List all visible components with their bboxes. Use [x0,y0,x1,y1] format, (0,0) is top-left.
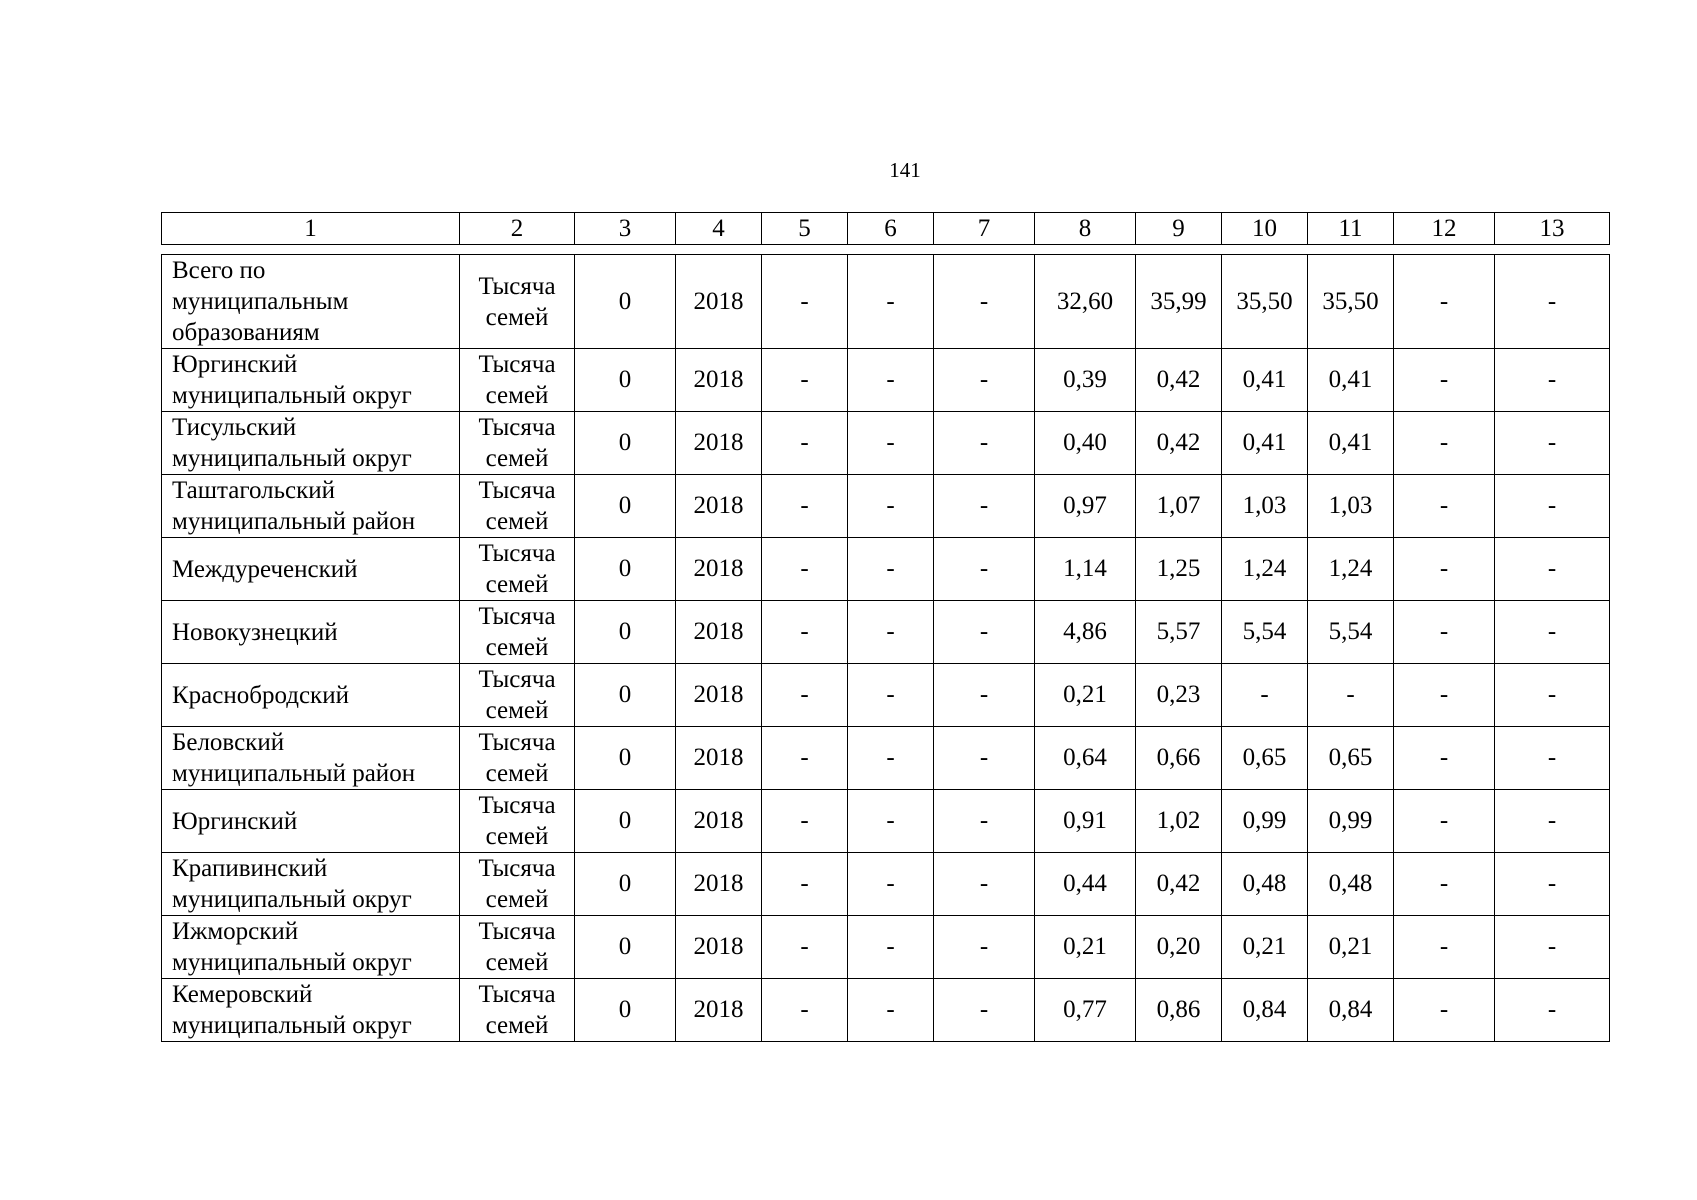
value-cell-col5: - [762,790,848,853]
value-cell-col6: - [848,349,934,412]
value-cell-col3: 0 [575,853,676,916]
municipality-name [162,601,460,664]
value-cell-col10: 0,65 [1222,727,1308,790]
value-cell-col5: - [762,727,848,790]
value-cell-col4: 2018 [676,412,762,475]
value-cell-col5: - [762,601,848,664]
unit-line: семей [485,445,549,472]
value-cell-col4: 2018 [676,601,762,664]
municipality-name-line: Всего по [172,257,266,284]
value-cell-col9: 35,99 [1136,255,1222,349]
column-number-6: 6 [848,213,934,245]
unit-cell [460,979,575,1042]
value-cell-col8: 4,86 [1035,601,1136,664]
value-cell-col7: - [934,727,1035,790]
municipality-name-line: Междуреченский [172,555,358,583]
value-cell-col10: 0,84 [1222,979,1308,1042]
value-cell-col8: 0,39 [1035,349,1136,412]
value-cell-col6: - [848,538,934,601]
value-cell-col12: - [1394,349,1495,412]
value-cell-col9: 0,42 [1136,349,1222,412]
value-cell-col6: - [848,412,934,475]
municipality-name-line: Новокузнецкий [172,618,338,646]
column-number-4: 4 [676,213,762,245]
value-cell-col7: - [934,790,1035,853]
municipality-name-line: муниципальным [172,288,349,315]
table-row [162,538,1610,601]
value-cell-col8: 0,44 [1035,853,1136,916]
value-cell-col11: 0,21 [1308,916,1394,979]
unit-line: Тысяча [478,918,556,945]
table-row [162,979,1610,1042]
value-cell-col7: - [934,979,1035,1042]
value-cell-col10: 0,41 [1222,412,1308,475]
value-cell-col5: - [762,412,848,475]
unit-cell [460,601,575,664]
table-row [162,853,1610,916]
column-number-1: 1 [162,213,460,245]
value-cell-col13: - [1495,664,1610,727]
municipality-name-line: Юргинский [172,807,298,835]
value-cell-col12: - [1394,538,1495,601]
value-cell-col12: - [1394,664,1495,727]
municipality-name-line: муниципальный район [172,508,416,535]
value-cell-col3: 0 [575,664,676,727]
unit-line: семей [485,508,549,535]
value-cell-col9: 0,66 [1136,727,1222,790]
value-cell-col4: 2018 [676,790,762,853]
value-cell-col3: 0 [575,979,676,1042]
value-cell-col3: 0 [575,412,676,475]
value-cell-col7: - [934,916,1035,979]
value-cell-col12: - [1394,475,1495,538]
unit-line: семей [485,697,549,724]
value-cell-col4: 2018 [676,979,762,1042]
value-cell-col9: 1,25 [1136,538,1222,601]
value-cell-col13: - [1495,475,1610,538]
value-cell-col12: - [1394,916,1495,979]
unit-line: семей [485,571,549,598]
municipality-name-line: муниципальный округ [172,1012,412,1039]
value-cell-col10: 0,48 [1222,853,1308,916]
value-cell-col8: 1,14 [1035,538,1136,601]
value-cell-col7: - [934,349,1035,412]
value-cell-col4: 2018 [676,727,762,790]
municipality-name [162,412,460,475]
value-cell-col9: 0,42 [1136,412,1222,475]
unit-cell [460,727,575,790]
unit-line: Тысяча [478,272,556,300]
unit-line: Тысяча [478,414,556,441]
unit-line: семей [485,303,549,331]
table-row [162,664,1610,727]
value-cell-col5: - [762,916,848,979]
municipality-name-line: Таштагольский [172,477,336,504]
value-cell-col13: - [1495,853,1610,916]
value-cell-col13: - [1495,538,1610,601]
value-cell-col10: 1,03 [1222,475,1308,538]
value-cell-col11: 0,48 [1308,853,1394,916]
value-cell-col5: - [762,475,848,538]
value-cell-col3: 0 [575,349,676,412]
unit-cell [460,664,575,727]
column-number-9: 9 [1136,213,1222,245]
value-cell-col10: 5,54 [1222,601,1308,664]
unit-line: Тысяча [478,540,556,567]
municipality-name-line: муниципальный округ [172,382,412,409]
value-cell-col12: - [1394,601,1495,664]
unit-cell [460,916,575,979]
municipality-name-line: муниципальный район [172,760,416,787]
value-cell-col12: - [1394,412,1495,475]
value-cell-col5: - [762,853,848,916]
unit-line: Тысяча [478,792,556,819]
value-cell-col8: 0,21 [1035,664,1136,727]
value-cell-col11: 0,65 [1308,727,1394,790]
municipality-name [162,475,460,538]
municipality-name [162,664,460,727]
table-row [162,349,1610,412]
unit-line: Тысяча [478,855,556,882]
municipality-name [162,727,460,790]
municipality-name-line: муниципальный округ [172,949,412,976]
unit-line: семей [485,949,549,976]
value-cell-col7: - [934,412,1035,475]
value-cell-col11: 35,50 [1308,255,1394,349]
value-cell-col5: - [762,349,848,412]
value-cell-col10: 0,99 [1222,790,1308,853]
value-cell-col9: 1,07 [1136,475,1222,538]
value-cell-col3: 0 [575,790,676,853]
value-cell-col4: 2018 [676,349,762,412]
value-cell-col4: 2018 [676,916,762,979]
municipality-name-line: муниципальный округ [172,445,412,472]
value-cell-col7: - [934,601,1035,664]
column-number-10: 10 [1222,213,1308,245]
value-cell-col12: - [1394,853,1495,916]
value-cell-col3: 0 [575,475,676,538]
value-cell-col11: 0,41 [1308,412,1394,475]
value-cell-col5: - [762,664,848,727]
value-cell-col13: - [1495,349,1610,412]
value-cell-col12: - [1394,727,1495,790]
unit-line: семей [485,823,549,850]
value-cell-col12: - [1394,790,1495,853]
value-cell-col13: - [1495,601,1610,664]
value-cell-col9: 0,23 [1136,664,1222,727]
table-row [162,475,1610,538]
value-cell-col9: 1,02 [1136,790,1222,853]
value-cell-col10: 0,41 [1222,349,1308,412]
column-number-11: 11 [1308,213,1394,245]
value-cell-col4: 2018 [676,853,762,916]
municipality-name [162,349,460,412]
value-cell-col6: - [848,601,934,664]
value-cell-col10: 1,24 [1222,538,1308,601]
unit-cell [460,349,575,412]
unit-cell [460,853,575,916]
unit-line: Тысяча [478,729,556,756]
value-cell-col6: - [848,979,934,1042]
value-cell-col4: 2018 [676,538,762,601]
municipality-name-line: образованиям [172,319,320,346]
value-cell-col13: - [1495,790,1610,853]
unit-line: Тысяча [478,666,556,693]
value-cell-col9: 5,57 [1136,601,1222,664]
unit-cell [460,538,575,601]
value-cell-col13: - [1495,412,1610,475]
unit-line: семей [485,382,549,409]
unit-line: Тысяча [478,477,556,504]
column-number-12: 12 [1394,213,1495,245]
value-cell-col3: 0 [575,601,676,664]
value-cell-col5: - [762,538,848,601]
data-table [161,254,1610,1042]
value-cell-col5: - [762,979,848,1042]
municipality-name-line: Ижморский [172,918,299,945]
value-cell-col12: - [1394,255,1495,349]
value-cell-col11: - [1308,664,1394,727]
value-cell-col6: - [848,853,934,916]
column-number-7: 7 [934,213,1035,245]
value-cell-col8: 32,60 [1035,255,1136,349]
unit-line: семей [485,760,549,787]
unit-line: семей [485,1012,549,1039]
municipality-name [162,979,460,1042]
value-cell-col11: 0,84 [1308,979,1394,1042]
value-cell-col4: 2018 [676,255,762,349]
value-cell-col8: 0,91 [1035,790,1136,853]
municipality-name [162,255,460,349]
value-cell-col8: 0,40 [1035,412,1136,475]
value-cell-col13: - [1495,916,1610,979]
value-cell-col11: 5,54 [1308,601,1394,664]
column-number-8: 8 [1035,213,1136,245]
value-cell-col4: 2018 [676,475,762,538]
value-cell-col10: - [1222,664,1308,727]
value-cell-col4: 2018 [676,664,762,727]
value-cell-col8: 0,97 [1035,475,1136,538]
municipality-name [162,790,460,853]
municipality-name [162,916,460,979]
value-cell-col9: 0,42 [1136,853,1222,916]
municipality-name-line: Тисульский [172,414,297,441]
value-cell-col13: - [1495,727,1610,790]
value-cell-col6: - [848,916,934,979]
municipality-name [162,853,460,916]
value-cell-col10: 0,21 [1222,916,1308,979]
unit-line: Тысяча [478,603,556,630]
value-cell-col13: - [1495,255,1610,349]
value-cell-col6: - [848,475,934,538]
value-cell-col9: 0,20 [1136,916,1222,979]
unit-line: Тысяча [478,981,556,1008]
unit-line: семей [485,886,549,913]
value-cell-col3: 0 [575,538,676,601]
value-cell-col6: - [848,727,934,790]
unit-line: Тысяча [478,351,556,378]
column-number-13: 13 [1495,213,1610,245]
unit-cell [460,790,575,853]
column-number-5: 5 [762,213,848,245]
value-cell-col11: 1,24 [1308,538,1394,601]
column-number-header [161,212,1610,245]
value-cell-col12: - [1394,979,1495,1042]
table-row [162,790,1610,853]
table-row [162,727,1610,790]
value-cell-col3: 0 [575,727,676,790]
value-cell-col6: - [848,790,934,853]
value-cell-col11: 0,99 [1308,790,1394,853]
value-cell-col7: - [934,475,1035,538]
value-cell-col7: - [934,538,1035,601]
value-cell-col6: - [848,664,934,727]
table-row [162,255,1610,349]
column-number-2: 2 [460,213,575,245]
municipality-name-line: муниципальный округ [172,886,412,913]
municipality-name-line: Юргинский [172,351,298,378]
value-cell-col7: - [934,255,1035,349]
column-number-3: 3 [575,213,676,245]
unit-cell [460,412,575,475]
page-number: 141 [889,158,921,182]
municipality-name-line: Кемеровский [172,981,313,1008]
value-cell-col7: - [934,664,1035,727]
value-cell-col11: 0,41 [1308,349,1394,412]
value-cell-col13: - [1495,979,1610,1042]
value-cell-col9: 0,86 [1136,979,1222,1042]
value-cell-col5: - [762,255,848,349]
value-cell-col10: 35,50 [1222,255,1308,349]
table-row [162,916,1610,979]
municipality-name-line: Беловский [172,729,285,756]
value-cell-col8: 0,64 [1035,727,1136,790]
value-cell-col3: 0 [575,916,676,979]
unit-cell [460,255,575,349]
table-row [162,412,1610,475]
table-row [162,601,1610,664]
value-cell-col11: 1,03 [1308,475,1394,538]
municipality-name-line: Крапивинский [172,855,328,882]
value-cell-col6: - [848,255,934,349]
value-cell-col8: 0,21 [1035,916,1136,979]
municipality-name-line: Краснобродский [172,681,349,709]
municipality-name [162,538,460,601]
value-cell-col7: - [934,853,1035,916]
value-cell-col3: 0 [575,255,676,349]
header-row [162,213,1610,245]
unit-cell [460,475,575,538]
unit-line: семей [485,634,549,661]
value-cell-col8: 0,77 [1035,979,1136,1042]
